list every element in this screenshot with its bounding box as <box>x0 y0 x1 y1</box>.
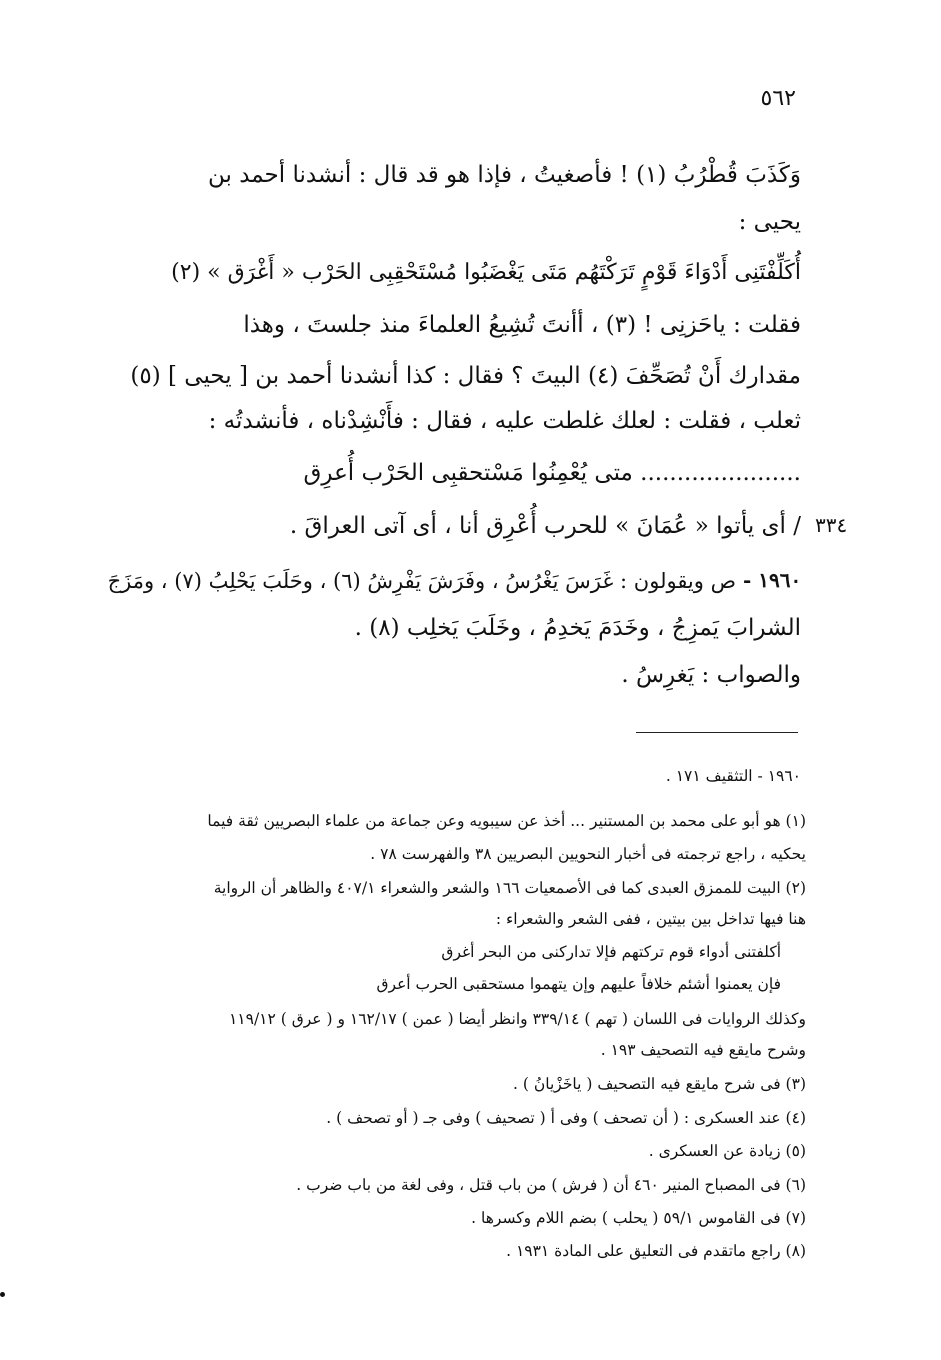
footnote-1-line-2: يحكيه ، راجع ترجمته فى أخبار النحويين البصريين ٣٨ والفهرست ٧٨ . <box>370 845 806 863</box>
footnote-4: (٤) عند العسكرى : ( أن تصحف ) وفى أ ( تصحيف ) وفى جـ ( أو تصحف ) . <box>326 1109 806 1127</box>
footnote-3: (٣) فى شرح مايقع فيه التصحيف ( ياخَزْيانُ ) . <box>513 1075 806 1093</box>
footnote-2-line-3: وكذلك الروايات فى اللسان ( تهم ) ٣٣٩/١٤ وانظر أيضا ( عمن ) ١٦٢/١٧ و ( عرق ) ١١٩/١٢ <box>228 1010 806 1028</box>
footnote-source: ١٩٦٠ - التثقيف ١٧١ . <box>665 767 801 785</box>
main-line-8: / أى يأتوا « عُمَانَ » للحرب أُعْرِق أنا ، أى آتى العراقَ . <box>289 513 801 539</box>
main-line-4: فقلت : ياحَزنِى ! (٣) ، أأنتَ تُشِيعُ العلماءَ منذ جلستَ ، وهذا <box>243 312 801 338</box>
footnote-1-line-1: (١) هو أبو على محمد بن المستنير ... أخذ عن سيبويه وعن جماعة من علماء البصريين ثقة فيما <box>207 812 806 830</box>
verse-line: أُكَلِّفْتَنِى أَدْوَاءَ قَوْمٍ تَرَكْتَهُم مَتَى يَغْضَبُوا مُسْتَحْقِبِى الحَرْب « أَغْرَق » (٢) <box>171 260 801 285</box>
footnote-2-verse-1: أكلفتنى أدواء قوم تركتهم فإلا تداركنى من البحر أغرق <box>441 943 781 961</box>
page-number: ٥٦٢ <box>760 86 796 111</box>
main-line-5: مقدارك أَنْ تُصَحِّفَ (٤) البيتَ ؟ فقال : كذا أنشدنا أحمد بن [ يحيى ] (٥) <box>130 363 801 389</box>
footnote-2-line-2: هنا فيها تداخل بين بيتين ، ففى الشعر والشعراء : <box>495 910 806 928</box>
verse-line-2: ...................... متى يُعْمِنُوا مَسْتحقبِى الحَرْب أُعرِق <box>303 460 801 486</box>
footnote-separator <box>636 732 798 733</box>
margin-page-number: ٣٣٤ <box>815 513 848 537</box>
footnote-2-line-4: وشرح مايقع فيه التصحيف ١٩٣ . <box>600 1041 806 1059</box>
main-line-6: ثعلب ، فقلت : لعلك غلطت عليه ، فقال : فأَنْشِدْناه ، فأنشدتُه : <box>208 408 801 434</box>
scan-mark <box>0 1292 5 1297</box>
footnote-7: (٧) فى القاموس ٥٩/١ ( يحلب ) بضم اللام وكسرها . <box>471 1209 806 1227</box>
footnote-5: (٥) زيادة عن العسكرى . <box>648 1142 806 1160</box>
main-line-10: الشرابَ يَمزِجُ ، وخَدَمَ يَخدِمُ ، وخَلَبَ يَخلِب (٨) . <box>354 615 801 641</box>
footnote-8: (٨) راجع ماتقدم فى التعليق على المادة ١٩٣١ . <box>506 1242 806 1260</box>
entry-number: ١٩٦٠ - <box>743 568 802 592</box>
main-line-2: يحيى : <box>738 209 801 235</box>
footnote-2-verse-2: فإن يعمنوا أشئم خلافاً عليهم وإن يتهموا مستحقبى الحرب أعرق <box>376 975 781 993</box>
main-line-1: وَكَذَبَ قُطْرُبُ (١) ! فأصغيتُ ، فإذا هو قد قال : أنشدنا أحمد بن <box>207 162 801 188</box>
main-line-9: ص ويقولون : غَرَسَ يَغْرُسُ ، وفَرَشَ يَفْرِشُ (٦) ، وحَلَبَ يَحْلِبُ (٧) ، ومَزَجَ <box>107 569 736 593</box>
footnote-6: (٦) فى المصباح المنير ٤٦٠ أن ( فرش ) من باب قتل ، وفى لغة من باب ضرب . <box>296 1176 806 1194</box>
main-line-11: والصواب : يَغرِسُ . <box>621 662 801 688</box>
footnote-2-line-1: (٢) البيت للممزق العبدى كما فى الأصمعيات ١٦٦ والشعر والشعراء ٤٠٧/١ والظاهر أن الرواية <box>213 879 806 897</box>
